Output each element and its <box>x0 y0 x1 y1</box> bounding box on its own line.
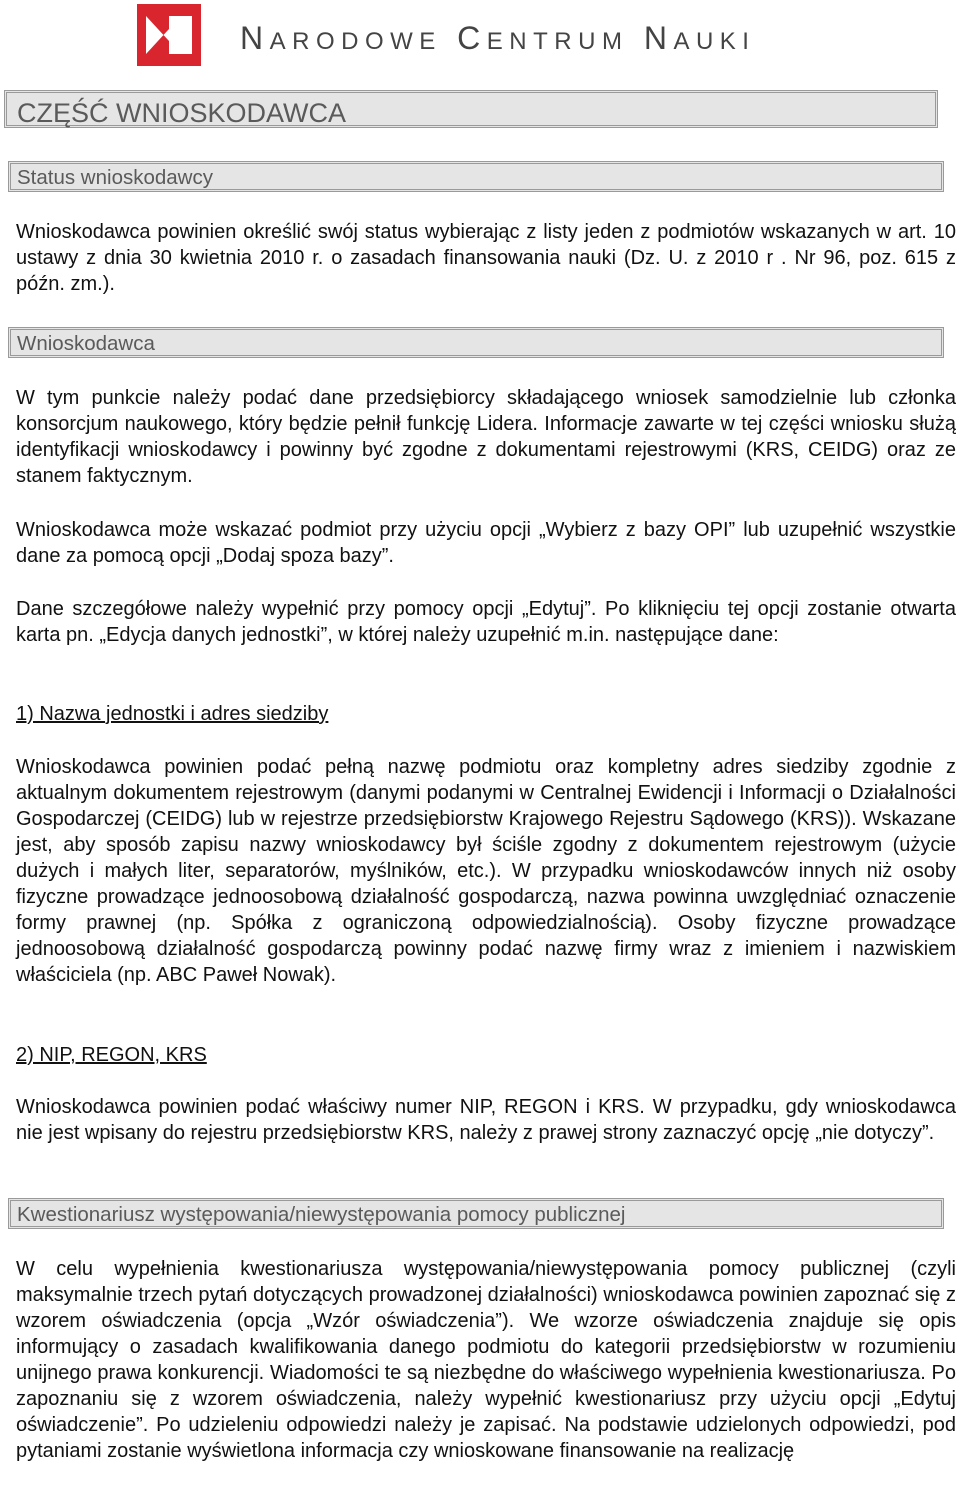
page-title-box <box>4 90 938 128</box>
wnioskodawca-paragraph-2: Wnioskodawca może wskazać podmiot przy użyciu opcji „Wybierz z bazy OPI” lub uzupełnić wszystkie dane za pomocą opcji „Dodaj spoza bazy”. <box>16 519 956 567</box>
section-header-kwestionariusz <box>8 1198 944 1229</box>
section-header-wnioskodawca <box>8 327 944 358</box>
ncn-logo-icon <box>137 4 201 66</box>
org-word-2-initial: C <box>457 20 487 56</box>
wnioskodawca-paragraph-3: Dane szczegółowe należy wypełnić przy pomocy opcji „Edytuj”. Po kliknięciu tej opcji zostanie otwarta karta pn. „Edycja danych jednostki”, w której należy uzupełnić m.in. następujące dane: <box>16 598 956 646</box>
status-paragraph: Wnioskodawca powinien określić swój status wybierając z listy jeden z podmiotów wskazanych w art. 10 ustawy z dnia 30 kwietnia 2010 r. o zasadach finansowania nauki (Dz. U. z 2010 r . Nr 96, poz. 615 z późn. zm.). <box>16 221 956 295</box>
subsection-paragraph-nip-regon-krs: Wnioskodawca powinien podać właściwy numer NIP, REGON i KRS. W przypadku, gdy wnioskodawca nie jest wpisany do rejestru przedsiębiorstw KRS, należy z prawej strony zaznaczyć opcję „nie dotyczy”. <box>16 1096 956 1144</box>
org-word-3-initial: N <box>643 20 674 56</box>
organization-name <box>240 20 755 60</box>
kwestionariusz-paragraph: W celu wypełnienia kwestionariusza występowania/niewystępowania pomocy publicznej (czyli maksymalnie trzech pytań dotyczących prowadzonej działalności) wnioskodawca powinien zapoznać się z wzorem oświadczenia (opcja „Wzór oświadczenia”). We wzorze oświadczenia znajduje się opis informujący o zasadach kwalifikowania danego podmiotu do kategorii przedsiębiorstw w rozumieniu unijnego prawa konkurencji. Wiadomości te są niezbędne do właściwego wypełnienia kwestionariusza. Po zapoznaniu się z wzorem oświadczenia, należy wypełnić kwestionariusz przy użyciu opcji „Edytuj oświadczenie”. Po udzieleniu odpowiedzi należy je zapisać. Na podstawie udzielonych odpowiedzi, pod pytaniami zostanie wyświetlona informacja czy wnioskowane finansowanie na realizację <box>16 1258 956 1462</box>
section-title-kwestionariusz: Kwestionariusz występowania/niewystępowania pomocy publicznej <box>17 1203 626 1226</box>
page-title: CZĘŚĆ WNIOSKODAWCA <box>17 98 347 128</box>
org-word-2-rest: ENTRUM <box>486 28 629 55</box>
section-title-wnioskodawca: Wnioskodawca <box>17 332 155 355</box>
wnioskodawca-paragraph-1: W tym punkcie należy podać dane przedsiębiorcy składającego wniosek samodzielnie lub członka konsorcjum naukowego, który będzie pełnił funkcję Lidera. Informacje zawarte w tej części wniosku służą identyfikacji wnioskodawcy i powinny być zgodne z dokumentami rejestrowymi (KRS, CEIDG) oraz ze stanem faktycznym. <box>16 387 956 487</box>
page-header <box>0 0 960 70</box>
subsection-paragraph-name-address: Wnioskodawca powinien podać pełną nazwę podmiotu oraz kompletny adres siedziby zgodnie z aktualnym dokumentem rejestrowym (danymi podanymi w Centralnej Ewidencji i Informacji o Działalności Gospodarczej (CEIDG) lub w rejestrze przedsiębiorstw Krajowego Rejestru Sądowego (KRS)). Wskazane jest, aby sposób zapisu nazwy wnioskodawcy był ściśle zgodny z dokumentem rejestrowym (użycie dużych i małych liter, separatorów, myślników, etc.). W przypadku wnioskodawców innych niż osoby fizyczne prowadzące jednoosobową działalność gospodarczą, nazwa powinna uwzględniać oznaczenie formy prawnej (np. Spółka z ograniczoną odpowiedzialnością). Osoby fizyczne prowadzące jednoosobową działalność gospodarczą powinny podać nazwę firmy wraz z imieniem i nazwiskiem właściciela (np. ABC Paweł Nowak). <box>16 756 956 986</box>
org-word-1-rest: ARODOWE <box>269 28 442 55</box>
section-header-status <box>8 161 944 192</box>
subsection-title-nip-regon-krs: 2) NIP, REGON, KRS <box>16 1044 207 1066</box>
org-word-1-initial: N <box>240 20 270 56</box>
subsection-title-name-address: 1) Nazwa jednostki i adres siedziby <box>16 703 329 725</box>
section-title-status: Status wnioskodawcy <box>17 166 213 189</box>
org-word-3-rest: AUKI <box>673 28 756 55</box>
